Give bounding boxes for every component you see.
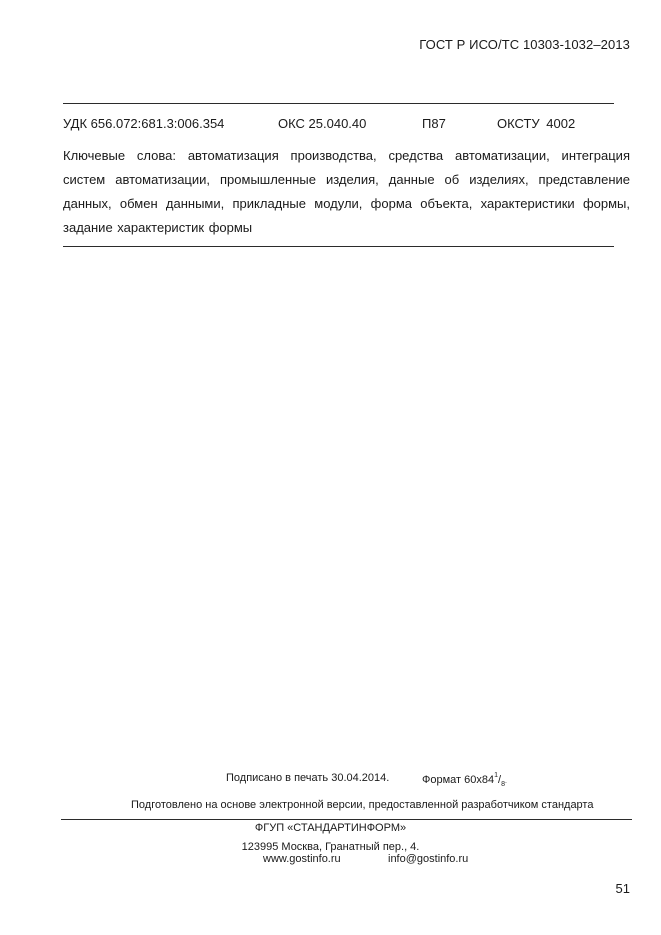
- signed-date: Подписано в печать 30.04.2014.: [226, 772, 390, 784]
- format-numerator: 1: [494, 772, 499, 779]
- paper-format: [422, 772, 507, 788]
- email-link[interactable]: info@gostinfo.ru: [388, 853, 469, 865]
- middle-divider: [63, 246, 614, 247]
- page-number: 51: [615, 881, 630, 896]
- category-code: П87: [422, 116, 446, 131]
- udk-code: УДК 656.072:681.3:006.354: [63, 116, 225, 131]
- website-link[interactable]: www.gostinfo.ru: [263, 853, 341, 865]
- format-label: Формат 60х84: [422, 774, 495, 786]
- document-code: ГОСТ Р ИСО/ТС 10303-1032–2013: [419, 37, 630, 52]
- okstu-code: ОКСТУ 4002: [497, 116, 576, 131]
- format-slash: /: [498, 774, 502, 786]
- prepared-note: Подготовлено на основе электронной версии, предоставленной разработчиком стандарта: [131, 799, 594, 811]
- publisher-name: ФГУП «СТАНДАРТИНФОРМ»: [254, 822, 407, 834]
- keywords-paragraph: Ключевые слова: автоматизация производства, средства автоматизации, интеграция систем автоматизации, промышленные изделия, данные об изделиях, представление данных, обмен данными, прикладные модули, форма объекта, характеристики формы, задание характеристик формы: [63, 148, 630, 235]
- top-divider: [63, 103, 614, 104]
- format-denominator: 8: [501, 781, 505, 788]
- bottom-divider: [61, 819, 632, 820]
- format-tail: .: [504, 778, 507, 785]
- publisher-address: 123995 Москва, Гранатный пер., 4.: [241, 841, 420, 853]
- oks-code: ОКС 25.040.40: [278, 116, 367, 131]
